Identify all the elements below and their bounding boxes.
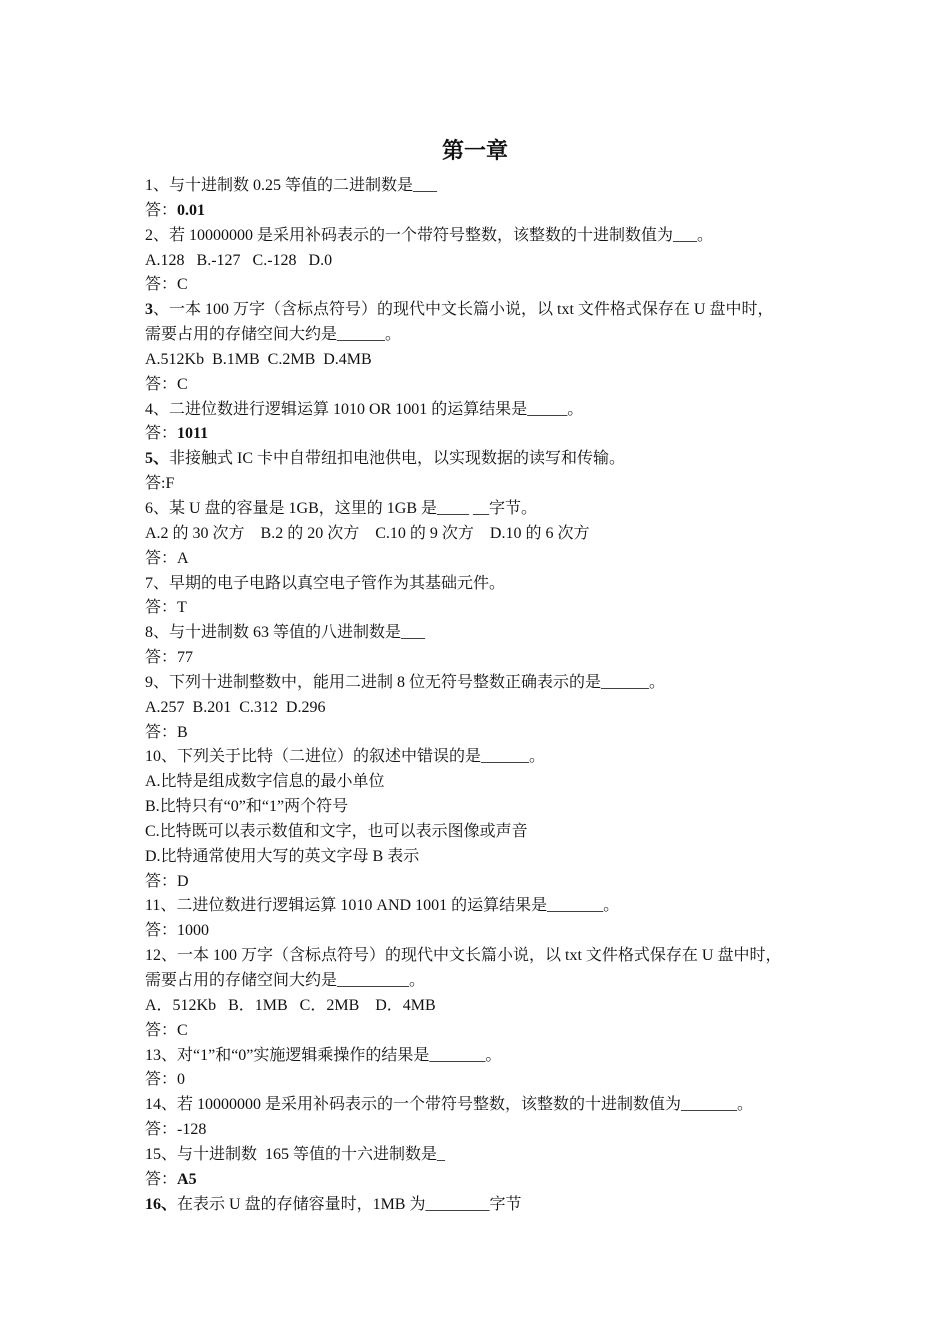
question-line [145,323,815,348]
question-line [145,1193,815,1218]
line-text: A.128 B.-127 C.-128 D.0 [145,251,333,269]
question-line [145,398,815,423]
answer-line [145,1068,815,1093]
question-line [145,1044,815,1069]
line-text: 答：1000 [145,922,210,940]
answer-line [145,1168,815,1193]
question-line [145,224,815,249]
question-line [145,572,815,597]
options-line [145,994,815,1019]
line-text: C.比特既可以表示数值和文字，也可以表示图像或声音 [145,822,528,840]
answer-line [145,547,815,572]
question-line [145,944,815,969]
answer-line [145,373,815,398]
line-text: A．512Kb B．1MB C．2MB D．4MB [145,996,436,1014]
answer-line [145,472,815,497]
line-text: 在表示 U 盘的存储容量时，1MB 为________字节 [177,1195,522,1213]
question-line [145,745,815,770]
answer-line [145,199,815,224]
line-text: 答：C [145,276,188,294]
line-text: 答:F [145,475,175,493]
line-text: 13、对“1”和“0”实施逻辑乘操作的结果是_______。 [145,1046,502,1064]
line-text: 非接触式 IC 卡中自带纽扣电池供电，以实现数据的读写和传输。 [169,450,626,468]
line-text: 1、与十进制数 0.25 等值的二进制数是___ [145,177,438,194]
answer-value: 0.01 [177,201,206,219]
line-text: 答：C [145,1021,188,1039]
line-text: A.2 的 30 次方 B.2 的 20 次方 C.10 的 9 次方 D.10 的 6 次方 [145,524,590,542]
line-text: 7、早期的电子电路以真空电子管作为其基础元件。 [145,574,506,592]
line-text: 答：A [145,549,189,567]
line-text: 6、某 U 盘的容量是 1GB，这里的 1GB 是____ __字节。 [145,499,538,517]
answer-line [145,919,815,944]
question-list [145,174,815,1217]
line-text: 答：D [145,872,189,890]
line-text: 4、二进位数进行逻辑运算 1010 OR 1001 的运算结果是_____。 [145,400,584,418]
line-text: 答：0 [145,1071,186,1089]
options-line [145,845,815,870]
question-line [145,298,815,323]
question-number: 16、 [145,1195,178,1213]
answer-line [145,870,815,895]
line-text: 答：B [145,723,188,741]
options-line [145,249,815,274]
question-line [145,1093,815,1118]
question-line [145,174,815,199]
line-text: A.257 B.201 C.312 D.296 [145,698,326,716]
line-text: 12、一本 100 万字（含标点符号）的现代中文长篇小说，以 txt 文件格式保存在 U 盘中时， [145,947,782,965]
answer-line [145,422,815,447]
question-line [145,671,815,696]
question-line [145,621,815,646]
question-number: 3 [145,301,153,319]
line-text: B.比特只有“0”和“1”两个符号 [145,798,349,816]
line-text: 15、与十进制数 165 等值的十六进制数是_ [145,1145,446,1163]
line-text: 14、若 10000000 是采用补码表示的一个带符号整数，该整数的十进制数值为_______。 [145,1096,754,1114]
answer-line [145,646,815,671]
chapter-title: 第一章 [441,138,508,163]
answer-line [145,1019,815,1044]
line-text: 答：T [145,599,187,617]
answer-line [145,721,815,746]
line-text: 8、与十进制数 63 等值的八进制数是___ [145,624,426,642]
line-text: A.512Kb B.1MB C.2MB D.4MB [145,350,372,368]
line-text: D.比特通常使用大写的英文字母 B 表示 [145,847,420,865]
options-line [145,770,815,795]
question-line [145,969,815,994]
line-text: 2、若 10000000 是采用补码表示的一个带符号整数，该整数的十进制数值为___。 [145,226,714,244]
question-line [145,447,815,472]
options-line [145,696,815,721]
line-text: A.比特是组成数字信息的最小单位 [145,773,385,791]
question-line [145,894,815,919]
line-text: 答：77 [145,649,194,667]
line-text: 10、下列关于比特（二进位）的叙述中错误的是______。 [145,748,546,766]
answer-value: A5 [177,1170,197,1188]
line-text: 11、二进位数进行逻辑运算 1010 AND 1001 的运算结果是_______。 [145,897,620,915]
answer-line [145,596,815,621]
line-text: 需要占用的存储空间大约是______。 [145,326,402,344]
options-line [145,522,815,547]
line-text: 答：C [145,375,188,393]
answer-label: 答： [145,1170,178,1188]
answer-line [145,1118,815,1143]
answer-label: 答： [145,425,178,443]
options-line [145,795,815,820]
answer-label: 答： [145,201,178,219]
question-number: 5、 [145,450,170,468]
line-text: 9、下列十进制整数中，能用二进制 8 位无符号整数正确表示的是______。 [145,673,666,691]
answer-line [145,273,815,298]
answer-value: 1011 [177,425,209,443]
line-text: 答：-128 [145,1121,207,1139]
options-line [145,348,815,373]
question-line [145,497,815,522]
line-text: 需要占用的存储空间大约是_________。 [145,972,426,989]
options-line [145,820,815,845]
line-text: 、一本 100 万字（含标点符号）的现代中文长篇小说，以 txt 文件格式保存在 U 盘中时， [153,301,774,319]
question-line [145,1143,815,1168]
